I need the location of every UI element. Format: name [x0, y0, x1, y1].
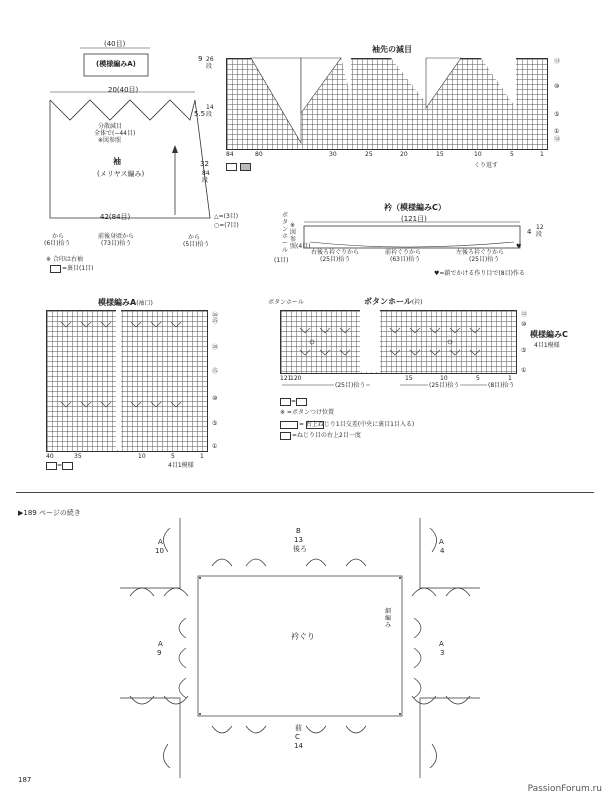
bh-legend-2: ※ =ボタンつけ位置 [280, 409, 334, 416]
svg-text:♥: ♥ [516, 243, 522, 250]
dec-num-84: 84 [226, 151, 234, 158]
sleeve-dec-total: 全体で(−44目) [94, 130, 136, 137]
neck-label: 衿ぐり [291, 632, 315, 641]
bh-pick-c: (8目)拾う [488, 382, 515, 389]
pa-legend-box-2 [62, 462, 73, 470]
collar-heart-note: ♥=鎖でかける作り目で(8目)作る [434, 270, 525, 277]
collar-buttonhole: ボタンホール [282, 212, 289, 254]
sleeve-title: 袖 [113, 157, 121, 166]
bh-legend-box-2 [296, 398, 307, 406]
bh-legend-cross-1 [280, 421, 298, 429]
pick-right-b: (5目)拾う [183, 241, 210, 248]
pa-legend-box-1 [46, 462, 57, 470]
buttonhole-label: ボタンホール [268, 299, 304, 306]
note-same: ※ 合印は右袖 [46, 256, 83, 263]
pattern-a-title: 模様編みA(袖口) [98, 298, 153, 307]
bh-num-10: 10 [440, 375, 448, 382]
collar-left-side: (4目) [296, 243, 311, 250]
bh-legend-box-1 [280, 398, 291, 406]
pa-row-25: ㉕ [212, 318, 219, 325]
pick-right-a: から [188, 234, 201, 241]
dec-row-5: ⑤ [554, 111, 560, 118]
bh-pick-lines [280, 381, 520, 391]
pick-front-a: 前衿ぐりから [385, 249, 422, 256]
pattern-c-repeat: 4目1模様 [534, 342, 560, 349]
pa-num-35: 35 [74, 453, 82, 460]
pick-front-b: (63目)拾う [390, 256, 421, 263]
pa-num-10: 10 [138, 453, 146, 460]
watermark: PassionForum.ru [527, 784, 602, 794]
pa-row-10: ⑩ [212, 395, 218, 402]
mark-triangle: △=(3目) [214, 213, 239, 220]
pa-row-20: ⑳ [212, 344, 219, 351]
pattern-a-motifs [46, 310, 206, 450]
note-knit: =裏目(1目) [62, 265, 94, 272]
pick-right-back-b: (25目)拾う [320, 256, 351, 263]
bh-num-5: 5 [476, 375, 480, 382]
bh-legend-1: = [291, 398, 297, 405]
dec-num-1: 1 [540, 151, 544, 158]
sleeve-top-rows: 26段 [206, 56, 214, 70]
buttonhole-motifs [280, 310, 515, 372]
sleeve-stitch: (メリヤス編み) [97, 170, 145, 178]
c-label: C [295, 733, 300, 741]
bh-num-15: 15 [405, 375, 413, 382]
sleeve-body-height: 32 [200, 160, 209, 168]
a4-num: 4 [440, 547, 445, 555]
pa-num-5: 5 [171, 453, 175, 460]
a10-label: A [158, 538, 163, 546]
dec-row-13: ⑬ [554, 58, 561, 65]
sleeve-pattern-a: (模様編みA) [96, 60, 136, 68]
page-number: 187 [18, 776, 32, 784]
continued-label: ▶189 ページの続き [18, 509, 81, 517]
pick-center-a: 前後身頃から [98, 233, 135, 240]
pick-left-a: から [52, 233, 65, 240]
bh-num-1: 1 [508, 375, 512, 382]
bh-legend-4: =ねじり目の右上2目一度 [292, 432, 361, 439]
dec-num-25: 25 [365, 151, 373, 158]
crochet-outline [120, 518, 480, 778]
bh-row-10: ⑩ [521, 321, 527, 328]
pa-row-1: ① [212, 443, 218, 450]
pa-legend-eq: = [57, 462, 63, 469]
bh-num-120: 120 [290, 375, 302, 382]
sleeve-mid-height: 5.5 [194, 110, 206, 118]
pick-right-back-a: 右後ろ衿ぐりから [311, 249, 360, 256]
sleeve-mid-width: 20(40目) [108, 86, 139, 94]
a9-label: A [158, 640, 163, 648]
sleeve-dec-ref: ※図参照 [98, 137, 122, 144]
collar-title: 衿（模様編みC） [384, 203, 446, 212]
c-num: 14 [294, 742, 303, 750]
dec-num-30: 30 [329, 151, 337, 158]
dec-num-20: 20 [400, 151, 408, 158]
buttonhole-title: ボタンホール(衿) [364, 297, 423, 306]
dec-row-1: ① [554, 128, 560, 135]
c-sub: 前 [295, 724, 302, 732]
a9-num: 9 [157, 649, 162, 657]
pa-row-5: ⑤ [212, 420, 218, 427]
dec-num-15: 15 [436, 151, 444, 158]
sleeve-top-dim [80, 44, 160, 74]
collar-width: (121目) [401, 215, 427, 223]
bh-row-12: ⑫ [521, 311, 528, 318]
bh-legend-box-4 [280, 432, 291, 440]
sleeve-top-height: 9 [198, 55, 203, 63]
a4-label: A [439, 538, 444, 546]
pattern-c-label: 模様編みC [530, 330, 568, 339]
sleeve-dec-steps [226, 58, 546, 148]
dec-row-10: ⑩ [554, 83, 560, 90]
pick-left-back-b: (25目)拾う [469, 256, 500, 263]
sleeve-dec-title: 袖先の減目 [372, 45, 412, 54]
bh-row-5: ⑤ [521, 347, 527, 354]
collar-height: 4 [527, 228, 532, 236]
sleeve-top-width: (40目) [104, 40, 126, 48]
b-label: B [296, 527, 301, 535]
collar-left-rows: (1目) [274, 257, 289, 264]
sleeve-bottom-width: 42(84目) [100, 213, 131, 221]
mark-circle: ○=(7目) [214, 222, 239, 229]
b-sub: 後ろ [293, 545, 307, 553]
bh-row-1: ① [521, 367, 527, 374]
a3-label: A [439, 640, 444, 648]
dec-num-80: 80 [255, 151, 263, 158]
dec-legend-2 [240, 163, 251, 171]
legend-box [50, 265, 61, 273]
collar-rows: 12段 [536, 224, 544, 238]
section-divider [16, 492, 594, 493]
dec-legend-1 [226, 163, 237, 171]
a10-num: 10 [155, 547, 164, 555]
dec-num-5: 5 [510, 151, 514, 158]
a3-num: 3 [440, 649, 445, 657]
tie-label: 細編み [385, 608, 392, 629]
dec-num-10: 10 [474, 151, 482, 158]
pa-row-15: ⑮ [212, 368, 219, 375]
pick-left-back-a: 左後ろ衿ぐりから [456, 249, 505, 256]
pa-num-1: 1 [200, 453, 204, 460]
collar-ref: ※図参照 [290, 222, 297, 250]
dec-row-14: ⑭ [554, 136, 561, 143]
bh-num-121: 121 [280, 375, 292, 382]
bh-pick-a: (25目)拾う [335, 382, 366, 389]
bh-pick-b: (25目)拾う [429, 382, 460, 389]
sleeve-body-rows: 84段 [202, 170, 210, 184]
pa-num-40: 40 [46, 453, 54, 460]
sleeve-dec-label: 分散減目 [98, 123, 123, 130]
pa-row-26: ㉖ [212, 312, 219, 319]
pa-repeat: 4目1模様 [168, 462, 194, 469]
pick-center-b: (73目)拾う [101, 240, 132, 247]
b-num: 13 [294, 536, 303, 544]
sleeve-outline [40, 90, 220, 230]
bh-legend-3: = 右上ねじり1目交差(中央に裏目1目入る) [299, 421, 415, 428]
sleeve-mid-rows: 14段 [206, 104, 214, 118]
pick-left-b: (6目)拾う [44, 240, 71, 247]
dec-repeat: くり返す [474, 162, 499, 169]
